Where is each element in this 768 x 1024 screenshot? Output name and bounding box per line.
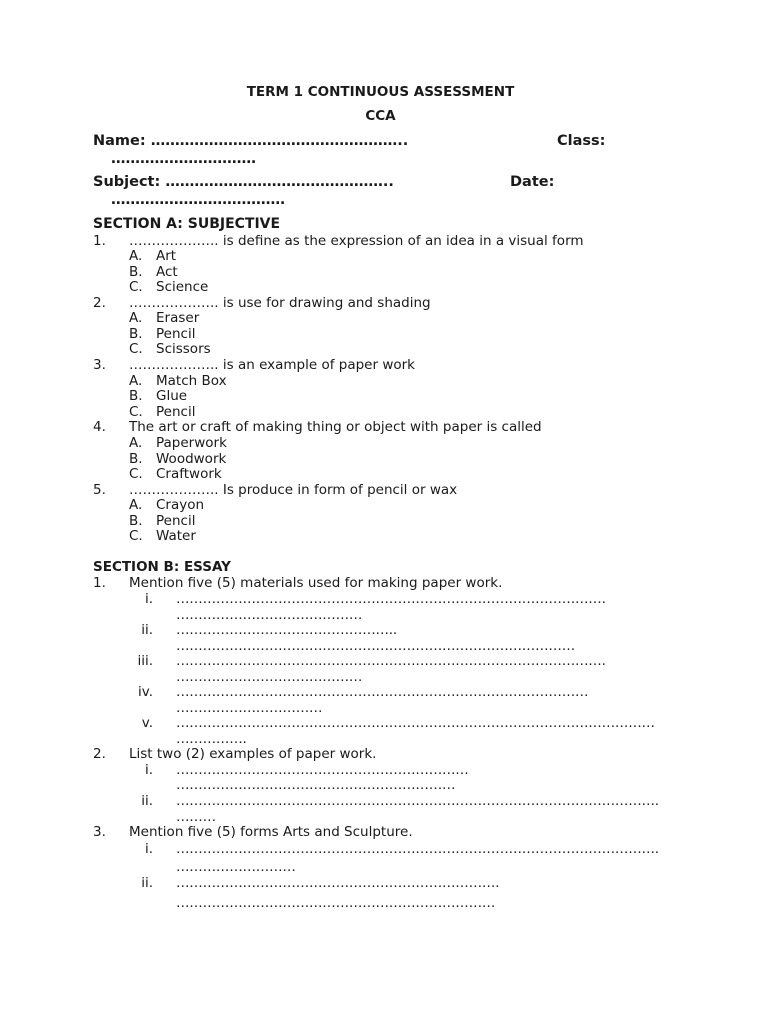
option-text: Science: [156, 279, 209, 295]
answer-numeral: i.: [144, 591, 153, 607]
document-title: TERM 1 CONTINUOUS ASSESSMENT: [246, 84, 515, 100]
option-text: Eraser: [156, 310, 200, 326]
option: [129, 264, 178, 280]
answer-numeral: iv.: [138, 684, 153, 700]
answer-numeral: iii.: [137, 653, 153, 669]
question-text: ……………….. is use for drawing and shading: [129, 295, 431, 311]
option-letter: C.: [129, 279, 143, 295]
option: [129, 528, 196, 544]
option-letter: B.: [129, 388, 143, 404]
option: [129, 451, 226, 467]
class-field: …………………………: [111, 151, 256, 167]
option-letter: A.: [129, 497, 143, 513]
option-letter: B.: [129, 264, 143, 280]
answer-line: ………: [176, 809, 216, 825]
option-letter: A.: [129, 310, 143, 326]
question-text: ……………….. is define as the expression of an idea in a visual form: [129, 233, 584, 249]
answer-numeral: i.: [144, 762, 153, 778]
option: [129, 326, 195, 342]
answer-line: ……………………………: [176, 700, 323, 716]
question-number: 1.: [93, 575, 106, 591]
answer-numeral: ii.: [141, 875, 153, 891]
option-letter: A.: [129, 435, 143, 451]
answer-line: …………………………………………………………………………………: [176, 684, 589, 700]
option-text: Pencil: [156, 404, 196, 420]
option-letter: C.: [129, 466, 143, 482]
section-b-heading: SECTION B: ESSAY: [93, 559, 231, 575]
name-field: Name: ……………………………………………..: [93, 133, 409, 149]
option: [129, 341, 211, 357]
answer-line: ………………………………………………………………: [176, 895, 496, 911]
option: [129, 373, 227, 389]
answer-line: ……………………………………………………………………………………………….: [176, 841, 659, 857]
option: [129, 388, 187, 404]
answer-line: ………………………: [176, 859, 296, 875]
answer-line: ………………………………………………………………………………: [176, 638, 576, 654]
option-text: Art: [156, 248, 177, 264]
answer-line: …………………………………………..: [176, 622, 397, 638]
option-text: Paperwork: [156, 435, 227, 451]
answer-line: …………….: [176, 731, 247, 747]
option-text: Craftwork: [156, 466, 222, 482]
question-text: Mention five (5) materials used for making paper work.: [129, 575, 503, 591]
question-number: 2.: [93, 295, 106, 311]
question-number: 3.: [93, 357, 106, 373]
option: [129, 497, 204, 513]
answer-line: …………………………………………………………: [176, 762, 469, 778]
answer-line: ………………………………………………………………………………………………: [176, 715, 655, 731]
answer-numeral: v.: [141, 715, 153, 731]
option-text: Match Box: [156, 373, 227, 389]
answer-numeral: ii.: [141, 793, 153, 809]
answer-line: …………………………………………………………………………………….: [176, 653, 606, 669]
answer-line: ……………………………………: [176, 607, 363, 623]
option-text: Woodwork: [156, 451, 227, 467]
section-a-heading: SECTION A: SUBJECTIVE: [93, 216, 281, 232]
option: [129, 279, 208, 295]
option: [129, 513, 195, 529]
question-text: The art or craft of making thing or object with paper is called: [129, 419, 542, 435]
option-text: Crayon: [156, 497, 205, 513]
answer-line: ………………………………………………………: [176, 777, 456, 793]
subject-field: Subject: ………………………………………..: [93, 174, 394, 190]
question-text: ……………….. Is produce in form of pencil or wax: [129, 482, 458, 498]
option-text: Glue: [156, 388, 188, 404]
answer-numeral: ii.: [141, 622, 153, 638]
date-label: Date:: [510, 174, 555, 190]
answer-numeral: i.: [144, 841, 153, 857]
answer-line: ……………………………………………………………………………………………….: [176, 793, 659, 809]
question-text: ……………….. is an example of paper work: [129, 357, 415, 373]
answer-line: ……………………………………: [176, 669, 363, 685]
option-letter: A.: [129, 373, 143, 389]
option-letter: B.: [129, 326, 143, 342]
question-number: 4.: [93, 419, 106, 435]
option-letter: B.: [129, 451, 143, 467]
option-text: Act: [156, 264, 178, 280]
option-text: Water: [156, 528, 196, 544]
question-number: 2.: [93, 746, 106, 762]
answer-line: …………………………………………………………………………………….: [176, 591, 606, 607]
option: [129, 404, 195, 420]
question-number: 1.: [93, 233, 106, 249]
option-letter: A.: [129, 248, 143, 264]
date-field: ………………………………: [111, 192, 285, 208]
option: [129, 466, 222, 482]
question-text: List two (2) examples of paper work.: [129, 746, 377, 762]
option: [129, 248, 176, 264]
question-text: Mention five (5) forms Arts and Sculpture.: [129, 824, 413, 840]
option-text: Pencil: [156, 326, 196, 342]
option-text: Pencil: [156, 513, 196, 529]
option: [129, 310, 199, 326]
question-number: 3.: [93, 824, 106, 840]
question-number: 5.: [93, 482, 106, 498]
option-letter: C.: [129, 528, 143, 544]
document-subtitle: CCA: [365, 108, 396, 124]
option-letter: B.: [129, 513, 143, 529]
option-letter: C.: [129, 341, 143, 357]
option: [129, 435, 227, 451]
class-label: Class:: [557, 133, 606, 149]
option-letter: C.: [129, 404, 143, 420]
option-text: Scissors: [156, 341, 211, 357]
answer-line: ……………………………………………………………….: [176, 875, 500, 891]
